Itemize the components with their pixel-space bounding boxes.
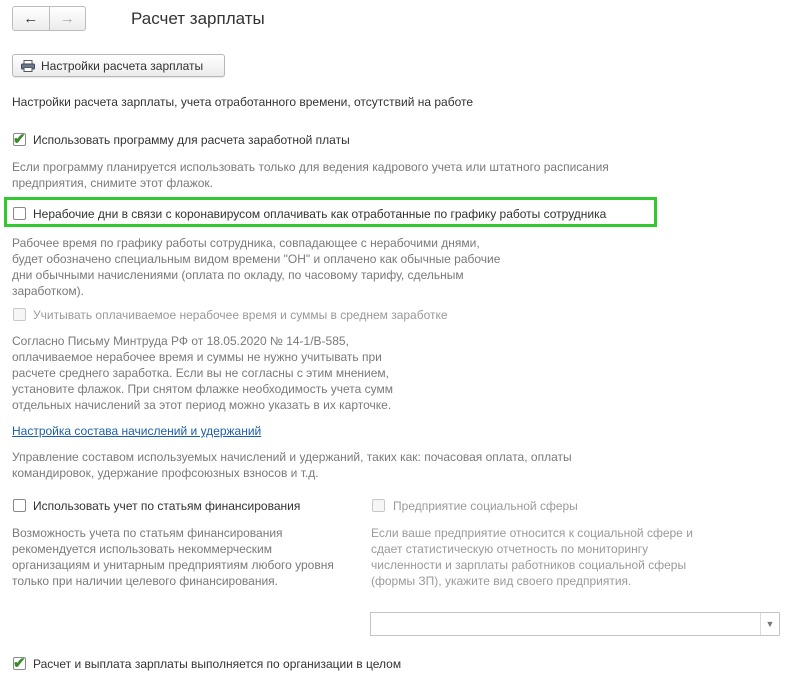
- use-program-label: Использовать программу для расчета заработной платы: [33, 133, 350, 147]
- average-earnings-checkbox[interactable]: [13, 308, 26, 321]
- financing-hint-line: рекомендуется использовать некоммерческим: [12, 542, 273, 556]
- section-heading: Настройки расчета зарплаты, учета отработанного времени, отсутствий на работе: [12, 95, 474, 109]
- social-sphere-hint-line: сдает статистическую отчетность по мониторингу: [371, 542, 649, 556]
- average-earnings-label: Учитывать оплачиваемое нерабочее время и суммы в среднем заработке: [33, 308, 448, 322]
- arrow-left-icon: ←: [23, 10, 39, 27]
- navigation-buttons: [12, 6, 86, 31]
- covid-days-hint-line: будет обозначено специальным видом времени "ОН" и оплачено как обычные рабочие: [12, 252, 501, 266]
- covid-days-hint-line: дни обычными начислениями (оплата по окладу, по часовому тарифу, сдельным: [12, 268, 464, 282]
- covid-days-hint-line: заработком).: [12, 284, 84, 298]
- org-whole-label: Расчет и выплата зарплаты выполняется по организации в целом: [33, 657, 402, 671]
- average-earnings-hint-line: установите флажок. При снятом флажке необходимость учета сумм: [12, 382, 394, 396]
- average-earnings-hint-line: Согласно Письму Минтруда РФ от 18.05.2020 № 14-1/В-585,: [12, 334, 349, 348]
- covid-days-label: Нерабочие дни в связи с коронавирусом оплачивать как отработанные по графику работы сотрудника: [33, 207, 607, 221]
- covid-days-checkbox[interactable]: [13, 207, 26, 220]
- use-program-checkbox[interactable]: [13, 133, 26, 146]
- use-program-hint-line: предприятия, снимите этот флажок.: [12, 176, 214, 190]
- social-sphere-type-select[interactable]: [370, 612, 780, 636]
- financing-label: Использовать учет по статьям финансирования: [33, 499, 301, 513]
- settings-button[interactable]: [12, 54, 225, 77]
- social-sphere-hint-line: Если ваше предприятие относится к социальной сфере и: [371, 526, 693, 540]
- accruals-hint-line: командировок, удержание профсоюзных взносов и т.д.: [12, 466, 319, 480]
- social-sphere-label: Предприятие социальной сферы: [393, 499, 578, 513]
- arrow-right-icon: →: [59, 10, 75, 27]
- financing-checkbox[interactable]: [13, 499, 26, 512]
- financing-hint-line: только при наличии целевого финансирования.: [12, 574, 278, 588]
- accruals-settings-link[interactable]: Настройка состава начислений и удержаний: [12, 424, 262, 438]
- average-earnings-hint-line: оплачиваемое нерабочее время и суммы не нужно учитывать при: [12, 350, 382, 364]
- average-earnings-hint-line: отдельных начислений за этот период можно указать в их карточке.: [12, 398, 392, 412]
- accruals-hint-line: Управление составом используемых начислений и удержаний, таких как: почасовая оплата, оплаты: [12, 450, 572, 464]
- financing-hint-line: организациям и унитарным предприятиям любого уровня: [12, 558, 334, 572]
- social-sphere-hint-line: численности и зарплаты работников социальной сферы: [371, 558, 687, 572]
- covid-days-hint-line: Рабочее время по графику работы сотрудника, совпадающее с нерабочими днями,: [12, 236, 480, 250]
- social-sphere-checkbox[interactable]: [372, 499, 385, 512]
- forward-button[interactable]: [50, 6, 87, 31]
- social-sphere-hint-line: (формы ЗП), укажите вид своего предприятия.: [371, 574, 632, 588]
- use-program-hint-line: Если программу планируется использовать только для ведения кадрового учета или штатного расписания: [12, 160, 609, 174]
- checkmark-icon: ✔: [13, 131, 26, 148]
- checkmark-icon: ✔: [13, 655, 26, 672]
- back-button[interactable]: [12, 6, 50, 31]
- financing-hint-line: Возможность учета по статьям финансирования: [12, 526, 283, 540]
- settings-button-label: Настройки расчета зарплаты: [41, 58, 204, 73]
- average-earnings-hint-line: расчете среднего заработка. Если вы не согласны с этим мнением,: [12, 366, 389, 380]
- printer-icon: [21, 60, 35, 72]
- org-whole-checkbox[interactable]: [13, 657, 26, 670]
- page-title: Расчет зарплаты: [131, 9, 265, 28]
- dropdown-arrow-icon[interactable]: ▼: [760, 613, 779, 635]
